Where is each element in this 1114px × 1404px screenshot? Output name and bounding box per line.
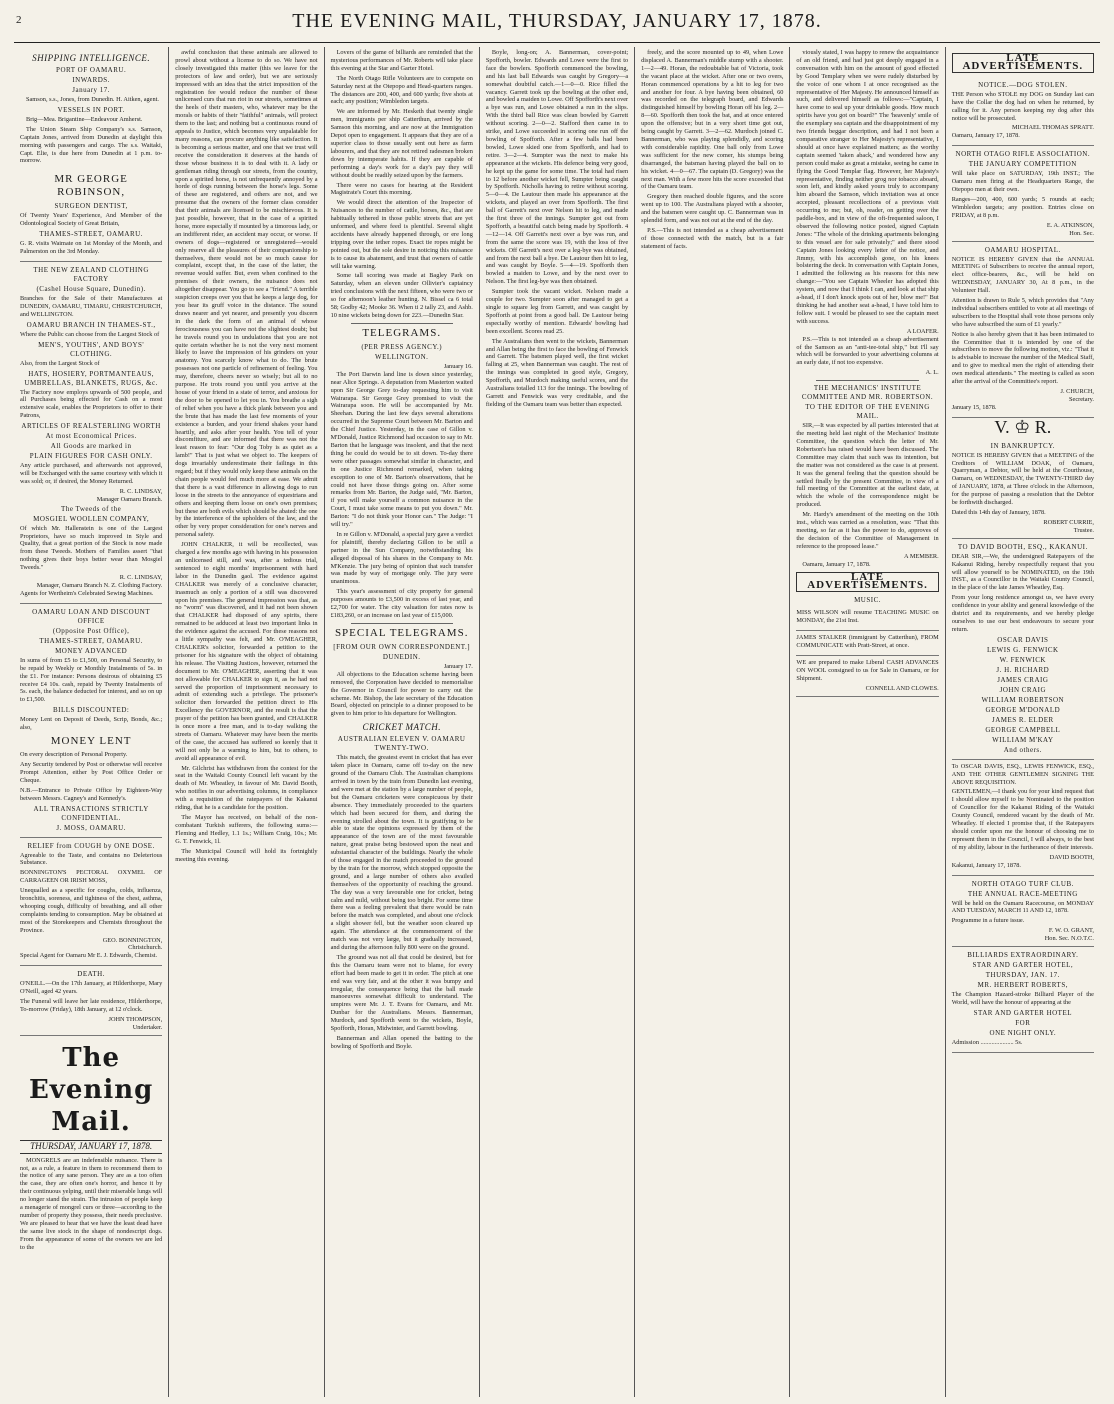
vessels-more: The Union Steam Ship Company's s.s. Samson, Captain Jones, arrived from Dunedin at daylight this morning with passengers and cargo. The s.s. Waitaki, Capt. Elie, is due here from Dunedin at 1 p.m. to-morrow. [20, 125, 163, 165]
billiards-ad [952, 947, 1094, 1053]
loafer-initials: A. L. [925, 369, 939, 377]
signatory: J. H. RICHARD [996, 665, 1050, 674]
oamaru-branch-text: Where the Public can choose from the Largest Stock of [20, 330, 160, 338]
relief-text: Agreeable to the Taste, and contains no Deleterious Substance. [20, 851, 163, 867]
rifle-text-2: Ranges—200, 400, 600 yards; 5 rounds at each; Wimbledon targets; any position. Entries close on FRIDAY, at 8 p.m. [951, 195, 1094, 219]
australian-innings-2: Gregory then reached double figures, and the score went up to 100. The Australians played with a shooter, and the batsmen were caught up. C. Bannerman was in splendid form, and was not out at the end of the day. [641, 193, 784, 225]
column-5 [635, 47, 790, 1397]
telegrams-heading: TELEGRAMS. [362, 326, 442, 339]
hospital-text-3: Notice is also hereby given that it has been intimated to the Committee that it is intended by one of the subscribers to move the following motion, viz.: "That it is advisable to increase the number of the Medical Staff, and to give to medical men the right of attending their own medical attendants." The meeting is called as soon after the arrival of the Committee's report. [951, 330, 1094, 386]
hospital-signature: J. CHURCH, [1060, 388, 1094, 395]
loafer-signoff: A LOAFER. [906, 327, 939, 335]
stalker-text: JAMES STALKER (immigrant by Catterthun), FROM COMMUNICATE with Pratt-Street, at once. [796, 634, 939, 649]
reply-place: Kakanui, January 17, 1878. [951, 861, 1021, 869]
bonnington-ad [20, 838, 162, 967]
divider [351, 623, 453, 624]
telegram-text-1: The Port Darwin land line is down since yesterday, near Alice Springs. A deputation from Masterton waited upon Sir George Grey to-day requesting him to visit Wairarapa. Sir George Grey promised to visit the Wairarapa soon. He will be accompanied by Mr. Sheehan. During the last few days several alterations occurred in the Supreme Court between Mr. Barton and the Chief Justice. Yesterday, in the case of Gillon v. M'Donald, Justice Richmond had occasion to say to Mr. Barton that he language was insolent, and that the next thing he could do would be to sit down. To-day there were other passages somewhat similar in character, and in one Justice Richmond remarked, when taking exception to one of Mr. Barton's observations, that he could not have those things going on. After some remarks from Mr. Barton, the Judge said, "Mr. Barton, if you will make yourself a common nuisance in the Court, I must take some means to put you down." Mr. Barton: "I do not think your Honor can." The Judge: "I will try." [330, 370, 473, 529]
crown-icon: ♔ [1014, 416, 1031, 437]
signatory: LEWIS G. FENWICK [987, 645, 1059, 654]
robinson-name: MR GEORGE ROBINSON, [54, 173, 128, 199]
column-3 [325, 47, 480, 1397]
robinson-visits: G. R. visits Waimate on 1st Monday of the Month, and Palmerston on the 3rd Monday. [20, 240, 163, 256]
billiards-note: Lovers of the game of billiards are reminded that the mysterious performances of Mr. Roberts will take place this evening at the Star and Garter Hotel. [330, 49, 473, 72]
plain-figures: PLAIN FIGURES FOR CASH ONLY. [29, 452, 153, 461]
articles: ARTICLES OF REALSTERLING WORTH [21, 422, 161, 431]
bankruptcy-ad [952, 438, 1094, 539]
turf-text: Will be held on the Oamaru Racecourse, on MONDAY AND TUESDAY, MARCH 11 AND 12, 1878. [951, 899, 1094, 915]
rifle-heading: NORTH OTAGO RIFLE ASSOCIATION. [955, 150, 1091, 159]
institute-text: SIR,—It was expected by all parties interested that at the meeting held last night of the Mechanics' Institute Committee, the question which the letter of Mr. Robertson's has raised would have been discussed. The Committee may claim that such was its intention, but the matter was not considered as the case is at present. It was the general feeling that the question should be settled finally by the present Committee, in view of a full meeting of the Committee at the earliest date, at which the whole of the correspondence might be produced. [796, 422, 939, 509]
chalker-article: JOHN CHALKER, it will be recollected, was charged a few months ago with having in his possession an unlicensed still, and was, after a tedious trial, sentenced to eight months' imprisonment with hard labor in the Dunedin gaol. The evidence against CHALKER was merely of a conclusive character, inasmuch as only a portion of a still was discovered upon his premises. The general impression was that, as no "worm" was discovered, and it had not been shown that CHALKER had disposed of any spirits, there remained to be adduced at least two important links in the evidence against the accused. For these reasons not a little sympathy was felt, and Mr. O'MEAGHER, CHALKER's solicitor, forwarded a petition to the prisoner for his signature with the object of obtaining his release. The Visiting Justices, however, returned the document to Mr. O'MEAGHER, asserting that it was not allowable for CHALKER to sign it, as he had not served the proportion of imprisonment necessary to admit of extending such a privilege. The prisoner's solicitor then forwarded the petition direct to His Excellency the GOVERNOR, and the result is that the prayer of the petition has been granted, and CHALKER is once more a free man, and is to-day walking the streets of Oamaru. Whatever may have been the merits of the case, the accused has suffered so keenly that it will not only be a warning to him, but to others, to avoid all appearance of evil. [175, 541, 318, 762]
column-2 [169, 47, 324, 1397]
cricket-continued-2: Sumpter took the vacant wicket. Nelson made a couple for two. Sumpter soon after managed to get a single to square leg from Garrett, and was caught by Spofforth at point from a good ball. De Lautour being especially worthy of mention. Edwards' bowling had been excellent. Scores read 25. [485, 288, 629, 335]
bankruptcy-text: NOTICE IS HEREBY GIVEN that a MEETING of the Creditors of WILLIAM DOAK, of Oamaru, Quarryman, a Debtor, will be held at the Courthouse, Oamaru, on WEDNESDAY, the TWENTY-THIRD day of JANUARY, 1878, at Three o'clock in the Afternoon, for the purpose of passing a resolution that the Debtor be forthwith discharged. [951, 451, 1094, 507]
wilson-ad [796, 606, 938, 631]
undertaker-name: JOHN THOMPSON, [108, 1015, 163, 1023]
masthead [14, 0, 1100, 43]
signatory: WILLIAM M'KAY [992, 735, 1054, 744]
exchange-text: Any article purchased, and afterwards not approved, will be Exchanged with the same courtesy with which it was sold; or, if desired, the Money Returned. [20, 462, 163, 485]
column-7 [946, 47, 1100, 1397]
bonnington-name: GEO. BONNINGTON, [102, 936, 163, 944]
bonnington-place: Christchurch. [128, 944, 163, 952]
late-ads-heading: LATE ADVERTISEMENTS. [796, 572, 938, 592]
dunedin-date: January 17. [443, 662, 473, 670]
reply-signature: DAVID BOOTH, [1049, 853, 1094, 861]
booth-requisition [952, 539, 1094, 760]
death-text: O'NEILL.—On the 17th January, at Hilderthorpe, Mary O'Neill, aged 42 years. [20, 980, 163, 996]
editorial-text: MONGRELS are an indefensible nuisance. There is not, as a rule, a feature in them to recommend them to the notice of any sane person. They are as a too often the case, they are often one's horror, and hence it by their continuous yelping, until their miserable lungs will no longer stand the strain. The intrusion of people keep a menagerie of mongrel curs or three—according to the number of property they possess, their needs preclusive. We are pleased to hear that we have the least dead have the same live stock in the shape of nondescript dogs. From the appearance of some of the owners we are led to the [20, 1156, 163, 1251]
press-agency: (PER PRESS AGENCY.) [361, 342, 443, 351]
robinson-address: THAMES-STREET, OAMARU. [39, 230, 143, 239]
roberts-night: ONE NIGHT ONLY. [989, 1028, 1057, 1037]
dog-text: THE Person who STOLE my DOG on Sunday last can have the Collar the dog had on when he returned, by calling for it. Any person keeping my dog after this notice will be prosecuted. [951, 90, 1094, 122]
nb-text: N.B.—Entrance to Private Office by Eighteen-Way between Messrs. Cagney's and Kennedy's. [20, 786, 163, 802]
wool-text: WE are prepared to make Liberal CASH ADVANCES ON WOOL consigned to us for Sale in Oamaru, or for Shipment. [796, 658, 939, 682]
money-advanced: MONEY ADVANCED [55, 646, 128, 655]
billiards-heading: BILLIARDS EXTRAORDINARY. [967, 951, 1079, 960]
bankruptcy-date: Dated this 14th day of January, 1878. [951, 508, 1046, 516]
dunedin-text: All objections to the Education scheme having been removed, the Corporation have decided to memorialise the Governor in Council for power to carry out the scheme. Mr. Bishop, the late secretary of the Education Board, objected on principle to a dinner proposed to be given to him prior to his departure for Wellington. [330, 670, 473, 718]
bonnington-agent: Special Agent for Oamaru Mr E. J. Edwards, Chemist. [20, 952, 158, 960]
cricket-continued: Boyle, long-on; A. Bannerman, cover-point; Spofforth, bowler. Edwards and Lowe were the first to face the bowlers. Spofforth commenced the bowling, and his last ball Edwards was caught by Gregory—a somewhat doubtful catch.—1—0—0. Rice filled the vacancy. Garrett took up the bowling at the other end, and bowled a maiden to Lowe. Off Spofforth's next over a bye was run, and Lowe obtained a run in the slips. With the third ball Rice was clean bowled by Garrett without scoring. 2—0—2. Stafford then came in to strike, and Lowe succeeded in scoring one run off the bowling of Spofforth. After a few balls had been bowled, Lowe skied one from Spofforth, and had to retire. 3—2—4. Sumpter was the next to make his appearance at the wickets. His defence being very good, he kept up the game for some time. The total had risen to 12 before another wicket fell, Sumpter being caught by Spofforth. Nicholls having to retire without scoring. 5—0—4. De Lautour then made his appearance at the wickets, and played an over from Spofforth. The first ball of Garrett's next over Nelson hit to leg, and made the first three of the innings. Sumpter got out from Spofforth, a beautiful catch being made by Spofforth. 4—12—14. Off Garrett's next over a bye was run, and from the same the score was 19, with the loss of five wickets. Off Garrett's next over a leg-bye was obtained, and from the next ball a bye. De Lautour then hit to leg, and was caught by Boyle. 5—4—19. Spofforth then bowled a maiden to Lowe, and by the next over to Nelson. The first leg-bye was then obtained. [485, 49, 629, 286]
rifle-competition: THE JANUARY COMPETITION [968, 160, 1077, 169]
bonnington-heading: BONNINGTON'S PECTORAL OXYMEL OF CARRAGEEN OR IRISH MOSS, [20, 869, 163, 885]
divider [351, 323, 453, 324]
signatory: JOHN CRAIG [999, 685, 1047, 694]
dog-heading: NOTICE.—DOG STOLEN. [978, 80, 1068, 89]
turf-signature: F. W. O. GRANT, [1048, 927, 1094, 935]
hats: HATS, HOSIERY, PORTMANTEAUS, UMBRELLAS, BLANKETS, RUGS, &c. [24, 369, 158, 387]
bills-text: Money Lent on Deposit of Deeds, Scrip, Bonds, &c.; also, [20, 716, 163, 732]
lindsay-signature-1: R. C. LINDSAY, [119, 487, 163, 495]
wertheim-text: Agents for Wertheim's Celebrated Sewing Machines. [20, 589, 154, 597]
stalker-ad [796, 631, 938, 656]
rifle-signature: E. A. ATKINSON, [1046, 221, 1094, 229]
connell-signature: CONNELL AND CLOWES. [865, 684, 939, 692]
postscript: P.S.—This is not intended as a cheap advertisement of those connected with the match, but is a fair statement of facts. [641, 226, 784, 250]
dog-place: Oamaru, January 17, 1878. [951, 132, 1020, 140]
lowest-prices: At most Economical Prices. [45, 432, 137, 441]
signatory: GEORGE CAMPBELL [985, 725, 1061, 734]
telegram-text-3: This year's assessment of city property for general purposes amounts to £3,500 in excess of last year, and £2,700 for water. The city valuation for rates now is £183,260, or an increase on last year of £15,000. [330, 588, 473, 619]
institute-heading: THE MECHANICS' INSTITUTE COMMITTEE AND MR. ROBERTSON. [801, 384, 934, 402]
robinson-title: SURGEON DENTIST, [54, 202, 128, 211]
signatory: JAMES CRAIG [997, 675, 1049, 684]
cricket-title: AUSTRALIAN ELEVEN V. OAMARU TWENTY-TWO. [337, 735, 466, 753]
loafer-ps: P.S.—This is not intended as a cheap advertisement of the Samson as an "anti-tee-total ship," but I'll say which will be forwarded to your advertising columns at an early date, if not too expensive. [796, 335, 939, 367]
special-telegrams-heading: SPECIAL TELEGRAMS. [334, 626, 469, 639]
cricket-score-note: Some tall scoring was made at Bagley Park on Saturday, when an eleven under Ollivier's captaincy tried conclusions with the next fifteen, who were two or so for afternoon's leather hunting. N. Bissel ca 6 total 58; Godby 42; Mooke 36. When ti 2 tally 23, and Ashb. 10 nine wickets being down for 223.—Dunedin Star. [330, 272, 473, 319]
reply-to: To OSCAR DAVIS, ESQ., LEWIS FENWICK, ESQ., AND THE OTHER GENTLEMEN SIGNING THE ABOVE REQUISITION. [951, 762, 1094, 786]
relief-heading: RELIEF from COUGH by ONE DOSE. [27, 841, 155, 850]
bankruptcy-heading: IN BANKRUPTCY. [990, 441, 1056, 450]
crest-r: R. [1034, 416, 1052, 437]
billiards-date: THURSDAY, JAN. 17. [985, 971, 1060, 980]
confidential: ALL TRANSACTIONS STRICTLY CONFIDENTIAL. [33, 804, 149, 822]
institute-place: Oamaru, January 17, 1878. [802, 560, 871, 568]
rifle-text: Will take place on SATURDAY, 19th INST.; The Oamaru men firing at the Headquarters Range, the Otepopo men at their own. [951, 170, 1094, 194]
mosgiel-heading: The Tweeds of the [61, 504, 122, 513]
robinson-ad [20, 167, 162, 262]
inwards-date: January 17. [72, 86, 111, 94]
cricket-text-3: Bannerman and Allan opened the batting to the bowling of Spofforth and Boyle. [330, 1034, 473, 1050]
money-lent: MONEY LENT [50, 735, 132, 748]
cricket-heading: CRICKET MATCH. [362, 722, 441, 733]
rifle-ad [952, 146, 1094, 241]
also-text: Also, from the Largest Stock of [20, 359, 100, 367]
immigrants-note: We are informed by Mr. Hesketh that twenty single men, immigrants per ship Catterthun, arrived by the Samson this morning, and are now at the Immigration Depot open to engagement. It appears that they are of a superior class to those usually sent out here as farm labourers, and that they are not retired radesmen broken down by intemperate habits. If they are capable of performing a day's work for a day's pay they will without doubt be readily seized upon by the farmers. [330, 108, 473, 179]
nuisance-note: We would direct the attention of the Inspector of Nuisances to the number of cattle, horses, &c., that are habitually tethered in those public streets that are yet unformed, and where feed is plentiful. Several slight accidents have already happened through, or ere long tripping over the tether ropes. Exact tie ropes might be pointed out, but the sole desire in noticing this nuisance is to cause its abatement, and trust that owners of cattle will take warning. [330, 199, 473, 270]
lindsay-role-2: Manager, Oamaru Branch N. Z. Clothing Factory. [36, 582, 163, 589]
death-heading: DEATH. [77, 970, 105, 979]
mosgiel-text: Of which Mr. Hallenstein is one of the Largest Proprietors, have so much improved in Style and Quality, that a great portion of the Stock is now made from these Tweeds. Mothers of Families assert "that nothing gives their boys better wear than Mosgiel Tweeds." [20, 524, 163, 572]
signatory: W. FENWICK [999, 655, 1046, 664]
cricket-text: This match, the greatest event in cricket that has ever taken place in Oamaru, came off to-day on the new ground of the Oamaru Club. The Australian champions arrived in town by the train from Dunedin last evening, and were met at the station by a large number of people, but the Oamaru cricketers were conspicuous by their absence. They immediately proceeded to the quarters which had been secured for them, and during the evening strolled about the town. It is gratifying to be able to state the opinions expressed by them of the appearance of the town are of the most favourable nature, great praise being bestowed upon the neat and substantial character of the buildings. Nearly the whole of those engaged in the match proceeded to the ground by the train for the morrow, which stopped opposite the ground, and a large number of others also availed themselves of the opportunity of reaching the ground. The day was a very favourable one for cricket, being calm and mild, without being too bright. For some time there was a feeling prevalent that there would be rain before the match was completed, and about one o'clock a slight shower fell, but the weather soon cleared up again. The attendance at the commencement of the match was not very large, but it gradually increased, and during the afternoon fully 800 were on the ground. [330, 754, 473, 951]
institute-text-2: Mr. Hardy's amendment of the meeting on the 10th inst., which was carried as a resolution, was: "That this meeting, so far as it has the power to do, approves of the decision of the Committee of Management in reference to the proposed lease." [796, 511, 939, 550]
dog-signature: MICHAEL THOMAS SPRATT. [1012, 124, 1094, 132]
bankruptcy-role: Trustee. [1073, 526, 1094, 534]
turf-sub: THE ANNUAL RACE-MEETING [967, 889, 1078, 898]
turf-role: Hon. Sec. N.O.T.C. [1044, 935, 1094, 943]
signatory: OSCAR DAVIS [997, 635, 1049, 644]
lindsay-signature-2: R. C. LINDSAY, [119, 574, 163, 582]
moss-signature: J. MOSS, OAMARU. [56, 823, 126, 832]
australian-innings: freely, and the score mounted up to 49, when Lowe displaced A. Bannerman's middle stump with a shooter. 1—2—49. Horan, the redoubtable bat of Victoria, took the vacant place at the wicket. After one or two overs, Horan commenced operations by a hit to leg for two and another for four. A bye having been obtained, 60 was recorded on the telegraph board, and Edwards distinguished himself by bowling Horan off his leg. 2—8—60. Spofforth then took the bat, and at once entered upon the offensive; but in a very short time got out, being caught by Garrett. 3—2—62. Murdoch joined C. Bannerman, who was playing splendidly, and scoring with considerable rapidity. One ball only from Lowe was sufficient for the new comer, his stumps being disarranged, the batsman having played the ball on to his wicket. 4—0—67. The captain (D. Gregory) was the next man. With a few more hits the score exceeded that of the Oamaru team. [641, 49, 784, 191]
column-1 [14, 47, 169, 1397]
signatory: JAMES R. ELDER [992, 715, 1054, 724]
rifle-role: Hon. Sec. [1069, 229, 1094, 237]
roberts-for: FOR [1015, 1018, 1031, 1027]
crest-v: V. [994, 416, 1010, 437]
hospital-text: NOTICE IS HEREBY GIVEN that the ANNUAL MEETING of Subscribers to receive the annual report, elect office-bearers, &c., will be held on WEDNESDAY, JANUARY 30, At 8 p.m., in the Volunteer Hall. [951, 255, 1094, 295]
cricket-continued-3: The Australians then went to the wickets, Bannerman and Allan being the first to face the bowling of Fenwick and Garrett. The batsmen played well, the first wicket falling at 25, when Bannerman was caught. The rest of the innings was completed in good style, Gregory, Spofforth, and Murdoch making useful scores, and the Australians totalled 113 for the innings. The bowling of Garrett and Fenwick was very creditable, and the fielding of the Oamaru team was better than expected. [485, 337, 629, 408]
wellington-heading: WELLINGTON. [375, 352, 429, 361]
signatory: GEORGE M'DONALD [985, 705, 1061, 714]
late-ads-heading-2: LATE ADVERTISEMENTS. [952, 53, 1094, 73]
telegram-date: January 16. [443, 362, 473, 370]
paper-date: THURSDAY, JANUARY 17, 1878. [20, 1140, 162, 1154]
mayor-article: The Mayor has received, on behalf of the non-combatant Turkish sufferers, the following sums:—Fleming and Hedley, 1.1 1s.; William Craig, 10s.; Mr. G. T. Fenwick, 1l. [175, 814, 318, 845]
inwards-heading: INWARDS. [72, 76, 110, 84]
bankruptcy-signature: ROBERT CURRIE, [1043, 518, 1094, 526]
reply-text: GENTLEMEN,—I thank you for your kind request that I should allow myself to be Nominated to the position of Councillor for the Kakanui Riding of the Waitaki County Council, rendered vacant by the death of Mr. Wheatley. If elected I promise that, if the Ratepayers should confer upon me the honour of choosing me to represent them in the Council, I will always, to the best of my ability, labour in the furtherance of their interests. [951, 788, 1094, 851]
loan-sub: (Opposite Post Office), [52, 626, 130, 635]
hospital-text-2: Attention is drawn to Rule 5, which provides that "Any individual subscribers entitled to vote at all meetings of subscribers to the Hospital shall vote those persons only who have subscribed the sum of £1 yearly." [951, 297, 1094, 328]
hospital-role: Secretary. [1069, 395, 1094, 403]
roberts-text: The Champion Hazard-stroke Billiard Player of the World, will have the honour of appearing at the [951, 991, 1094, 1006]
wilson-text: MISS WILSON will resume TEACHING MUSIC on MONDAY, the 21st Inst. [796, 609, 939, 625]
money-lent-text: On every description of Personal Property. [20, 751, 128, 759]
robinson-text: Of Twenty Years' Experience, And Member of the Odontological Society of Great Britain, [20, 212, 163, 228]
masthead-title: THE EVENING MAIL, THURSDAY, JANUARY 17, 1878. [292, 9, 822, 32]
royal-crest [952, 416, 1094, 437]
hospital-ad [952, 242, 1094, 418]
turf-club-ad [952, 876, 1094, 948]
loan-office-ad [20, 604, 162, 838]
own-correspondent: [FROM OUR OWN CORRESPONDENT.] [333, 642, 471, 651]
loafer-letter: viously stated, I was happy to renew the acquaintance of an old friend, and had just got deeply engaged in a conversation with him on the amount of good effected by Good Templary when we were rudely disturbed by the voice of one whom I at once recognised as the representative of Her Majesty. He announced himself as such, and delivered himself as follows:—"Captain, I have come to seal up your drinkable goods. How much spirits have you got on board?" The 'heavenly' smile of the exemplary sea captain and the disappointment of my two friends beggar description, and had I not been a comparative stranger to Her Majesty's representative, I should at once have explained matters; as the worthy captain seemed 'taken aback,' and wondered how any person could make as great a mistake, seeing he came in flying the Good Templar flag. However, her Majesty's representative, finding neither grog nor tobacco aboard, soon left, and kindly asked yours truly to accompany him aboard the Samson, which invitation was at once accepted, pleasant recollections of a previous visit occurring to me; but, oh, reader, on getting over the paddle-box, and in view of the oft-frequented saloon, I observed the following notice posted, signed Captain Jones: "The whole of the drinking apartments belonging to this vessel are for sale privately;" and there stood Captain Jones looking every letter of the notice, and Jimmy, with his accomplish gone, on his knees bolstering the deck. In conversation with Captain Jones, I admitted the following as his reasons for this new change:—"You see Captain Wheeler has adopted this system, and now that I think I can, and look at that ship a-head, if I don't knock spots out of her, blow me!" But thinking he had another seat a-head, I have told him to follow suit. I would be pleased to see the captain meet with success. [796, 49, 939, 325]
funeral-text: The Funeral will leave her late residence, Hilderthorpe, To-morrow (Friday), 18th January, at 12 o'clock. [20, 998, 163, 1013]
inwards-text: Samson, s.s., Jones, from Dunedin. H. Aitken, agent. [26, 96, 159, 103]
loan-heading: OAMARU LOAN AND DISCOUNT OFFICE [32, 607, 151, 625]
billiards-venue: STAR AND GARTER HOTEL, [972, 961, 1074, 970]
column-6 [790, 47, 945, 1397]
telegram-text-2: In re Gillon v. M'Donald, a special jury gave a verdict for plaintiff, thereby declaring Gillon to be still a partner in the Sun Company, notwithstanding his alleged disposal of his shares in the Company to Mr. M'Kenzie. The jury being of opinion that such transfer was made by way of mortgage only. The jury were unanimous. [330, 530, 473, 586]
gilchrist-article: Mr. Gilchrist has withdrawn from the contest for the seat in the Waitaki County Council left vacant by the death of Mr. Wheatley, in favour of Mr. David Booth, who notifies in our advertising columns, in compliance with a requisition of the ratepayers of the Kakanui riding, that he is a candidate for the position. [175, 764, 318, 812]
columns [14, 47, 1100, 1397]
security-text: Any Security tendered by Post or otherwise will receive Prompt Attention, either by Post Office Order or Cheque. [20, 760, 163, 784]
council-article: The Municipal Council will hold its fortnightly meeting this evening. [175, 847, 318, 863]
money-text: In sums of from £5 to £1,500, on Personal Security, to be repaid by Weekly or Monthly Instalments of 5s. in the £1. For instance: Persons desirous of obtaining £5 receive £4 10s. cash, repaid by Twenty Instalments of 5s. each, the balance deducted for interest, and so on up to £1,500. [20, 656, 163, 704]
paper-title: The Evening Mail. [28, 1042, 154, 1137]
admission: Admission ..................... 5s. [951, 1038, 1023, 1046]
booth-text: DEAR SIR,—We, the undersigned Ratepayers of the Kakanui Riding, hereby respectfully request that you will allow yourself to be NOMINATED, on the 19th INST., as a Councillor in the Waitaki County Council, in the place of the late James Wheatley, Esq. [951, 552, 1094, 592]
page-number: 2 [16, 14, 23, 26]
vessels-heading: VESSELS IN PORT. [57, 105, 125, 114]
wool-ad [796, 656, 938, 697]
shipping-heading: SHIPPING INTELLIGENCE. [32, 53, 151, 63]
lindsay-role-1: Manager Oamaru Branch. [96, 495, 163, 503]
dogs-article: awful conclusion that these animals are allowed to prowl about without a license to do so. We have not closely investigated this matter (this we leave for the protectors of law and order), but we are seriously impressed with an idea that the strict imposition of the registration fee would reduce the number of these unlicensed curs that run riot in our streets, sometimes at the heels of their masters, who, whatever may be the morals or habits of their "faithful" animals, will protect them to the last; and nothing but a continuous round of appeals to Justice, which becomes very unpalatable for many reasons, can procure anything like satisfaction. It is becoming a serious matter, and one that we trust will receive the consideration it deserves at the hands of those whose business it is to deal with it. A lady or gentleman riding through our streets, from the country, upon a spirited horse, is not unfrequently annoyed by a horde of dogs running between the horse's legs. Some of these are registered, and others are not, and we presume that the owners of the former class consider that their animals are licensed to be mischievous. It is just possible, however, that in the case of a spirited horse, more especially if mounted by a timorous lady, or an indifferent rider, an accident may occur, or worse. If owners of dogs—registered or unregistered—would only reserve all the pleasures of their companionship to themselves, there would not be so much cause for complaint, except that, in the case of the latter, the revenue would suffer. But, even when confined to the premises of their owners, the nuisance does not altogether disappear. You go to see a "friend." A terrible suspicion creeps over you that he keeps a large dog, for you hear its gruff voice in the distance. The sound draws nearer and yet nearer, and presently you discern in the dark the form of an animal of whose ferociousness you can have not the slightest doubt; but he travels round you in undulations that you are not quite certain whether he is not the very next moment likely to leave the impression of his grinders on your anatomy. You scarcely know what to do. The brute possesses not one particle of refinement of feeling. You may, therefore, cheers never so wisely; but all to no purpose. He trots round you until you arrive at the house of your friend in a state of terror, and anxious for the door to be opened to let you in. You breathe a sigh of relief when you have a thick plank between you and the brute that has made the last few moments of your existence a burden, and your friend shakes your hand heartily, and asks after your health. You tell of your discomfiture, and are informed that there was not the least reason to fear: "Our dog Toby is as quiet as a lamb!" That is just what we object to. The keepers of dogs invariably underestimate their failings in this regard; but if they would only keep these animals on the chain people would feel much more at ease. We admit that there is a vast difference in allowing dogs to run loose in the streets to the annoyance of equestrians and others and keeping them loose on one's own premises; but these are both evils which should be abated: the one by the interference of the upholders of the law, and the other by very proper consideration for one's nerves and personal safety. [175, 49, 318, 539]
nz-factory-text: Branches for the Sale of their Manufactures at DUNEDIN, OAMARU, TIMARU, CHRISTCHURCH, and WELLINGTON. [20, 294, 163, 318]
booth-to: TO DAVID BOOTH, ESQ., KAKANUI. [957, 542, 1088, 551]
cricket-text-2: The ground was not all that could be desired, but for this the Oamaru team were not to blame, for every effort had been made to get it in order. The pitch at one end was very fair, and at the other it was bumpy and irregular, the consequence being that the ball made manoeuvres somewhat difficult to understand. The umpires were Mr. J. T. Evans for Oamaru, and Mr. Dunbar for the Australians. Messrs. Bannerman, Murdoch, and Spofforth went to the wickets, Boyle, Spofforth, Horan, Midwinter, and Garrett bowling. [330, 953, 473, 1033]
roberts-venue: STAR AND GARTER HOTEL [973, 1008, 1073, 1017]
institute-to: TO THE EDITOR OF THE EVENING MAIL. [805, 403, 930, 421]
signatory: WILLIAM ROBERTSON [981, 695, 1065, 704]
roberts-name: MR. HERBERT ROBERTS, [977, 981, 1068, 990]
dog-stolen-ad [952, 77, 1094, 146]
others: And others. [1003, 745, 1042, 754]
bills-heading: BILLS DISCOUNTED: [52, 706, 130, 715]
court-note: There were no cases for hearing at the Resident Magistrate's Court this morning. [330, 181, 473, 197]
hospital-heading: OAMARU HOSPITAL. [984, 245, 1061, 254]
nz-factory-heading: THE NEW ZEALAND CLOTHING FACTORY [33, 265, 149, 283]
booth-text-2: From your long residence amongst us, we have every confidence in your ability and general knowledge of the district and its requirements, and we hereby pledge ourselves to use our best endeavours to secure your return. [951, 594, 1094, 633]
vessels-text: Brig—Mea. Brigantine—Endeavour Amherst. [26, 115, 143, 123]
mosgiel-company: MOSGIEL WOOLLEN COMPANY, [33, 514, 150, 523]
booth-reply [952, 760, 1094, 876]
nz-factory-ad [20, 262, 162, 604]
death-notice [20, 966, 162, 1035]
factory-employs: The Factory now employs upwards of 500 people, and all Purchases being effected for Cash on a most extensive scale, enables the Proprietors to offer to their Patrons, [20, 388, 163, 420]
column-4 [480, 47, 635, 1397]
hospital-date: January 15, 1878. [951, 403, 997, 411]
turf-text-2: Programme in a future issue. [951, 917, 1025, 925]
rifle-note: The North Otago Rifle Volunteers are to compete on Saturday next at the Otepopo and Head-quarters ranges. The distances are 200, 400, and 600 yards; five shots at each; any position; Wimbledon targets. [330, 74, 473, 106]
clothing: MEN'S, YOUTHS', AND BOYS' CLOTHING. [38, 340, 145, 358]
turf-heading: NORTH OTAGO TURF CLUB. [971, 879, 1074, 888]
divider [816, 380, 918, 381]
marked: All Goods are marked in [50, 442, 132, 451]
undertaker-role: Undertaker. [132, 1023, 163, 1031]
bonnington-text: Unequalled as a specific for coughs, colds, influenza, bronchitis, soreness, and tightness of the chest, asthma, whooping cough, difficulty of breathing, and all other complaints tending to consumption. May be obtained at most of the Storekeepers and Chemists throughout the Province. [20, 887, 163, 934]
dunedin-heading: DUNEDIN. [382, 652, 421, 661]
institute-signature: A MEMBER. [904, 552, 939, 560]
music-heading: MUSIC. [854, 596, 882, 605]
port-heading: PORT OF OAMARU. [56, 66, 127, 74]
oamaru-branch: OAMARU BRANCH IN THAMES-ST., [26, 320, 156, 329]
loan-address: THAMES-STREET, OAMARU. [39, 636, 143, 645]
nz-factory-sub: (Cashel House Square, Dunedin). [36, 284, 146, 293]
